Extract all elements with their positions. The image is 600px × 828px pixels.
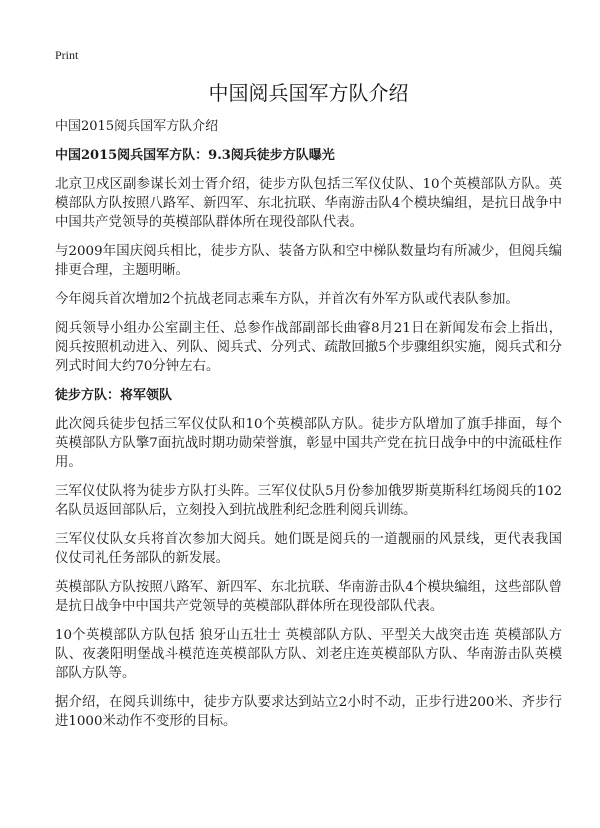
section-1	[55, 146, 562, 376]
paragraph: 与2009年国庆阅兵相比，徒步方队、装备方队和空中梯队数量均有所减少，但阅兵编排更合理，主题明晰。	[55, 244, 562, 278]
section-heading: 徒步方队：将军领队	[55, 388, 173, 403]
paragraph: 三军仪仗队将为徒步方队打头阵。三军仪仗队5月份参加俄罗斯莫斯科红场阅兵的102名队员返回部队后，立刻投入到抗战胜利纪念胜利阅兵训练。	[55, 484, 562, 518]
print-link[interactable]: Print	[55, 48, 79, 62]
section-2	[55, 386, 562, 731]
paragraph: 此次阅兵徒步包括三军仪仗队和10个英模部队方队。徒步方队增加了旗手排面，每个英模部队方队擎7面抗战时期功勋荣誉旗，彰显中国共产党在抗日战争中的中流砥柱作用。	[55, 417, 562, 470]
paragraph: 阅兵领导小组办公室副主任、总参作战部副部长曲睿8月21日在新闻发布会上指出，阅兵按照机动进入、列队、阅兵式、分列式、疏散回撤5个步骤组织实施，阅兵式和分列式时间大约70分钟左右。	[55, 321, 562, 374]
section-heading: 中国2015阅兵国军方队：9.3阅兵徒步方队曝光	[55, 148, 335, 163]
paragraph: 今年阅兵首次增加2个抗战老同志乘车方队，并首次有外军方队或代表队参加。	[55, 292, 519, 307]
page-title: 中国阅兵国军方队介绍	[208, 81, 409, 105]
paragraph: 三军仪仗队女兵将首次参加大阅兵。她们既是阅兵的一道靓丽的风景线，更代表我国仪仗司礼任务部队的新发展。	[55, 532, 562, 566]
paragraph: 英模部队方队按照八路军、新四军、东北抗联、华南游击队4个模块编组，这些部队曾是抗日战争中中国共产党领导的英模部队群体所在现役部队代表。	[55, 580, 562, 614]
paragraph: 据介绍，在阅兵训练中，徒步方队要求达到站立2小时不动，正步行进200米、齐步行进1000米动作不变形的目标。	[55, 695, 562, 729]
paragraph: 10个英模部队方队包括 狼牙山五壮士 英模部队方队、平型关大战突击连 英模部队方队、夜袭阳明堡战斗模范连英模部队方队、刘老庄连英模部队方队、华南游击队英模部队方队等。	[55, 628, 562, 681]
paragraph: 北京卫戍区副参谋长刘士胥介绍，徒步方队包括三军仪仗队、10个英模部队方队。英模部队方队按照八路军、新四军、东北抗联、华南游击队4个模块编组，是抗日战争中中国共产党领导的英模部队群体所在现役部队代表。	[55, 177, 562, 230]
article-subtitle: 中国2015阅兵国军方队介绍	[55, 119, 219, 134]
